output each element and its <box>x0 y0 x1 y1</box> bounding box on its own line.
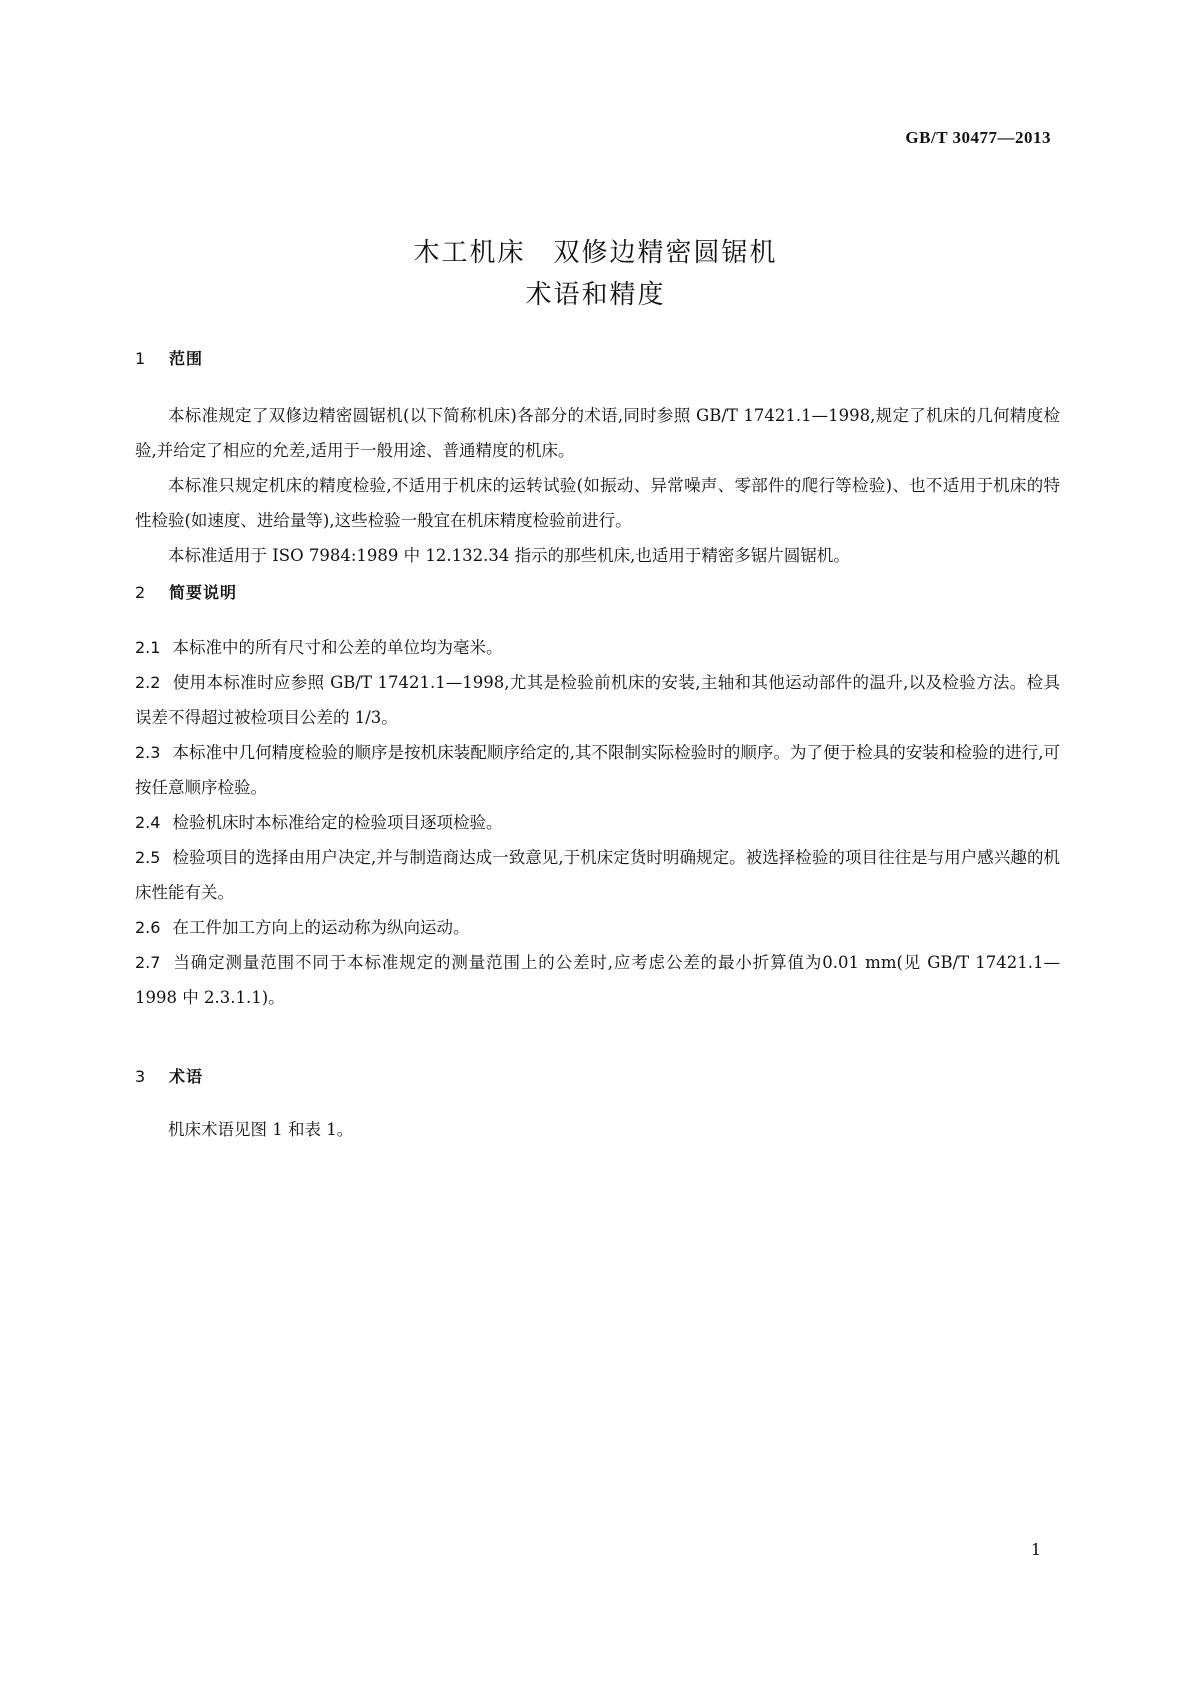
section-1-paragraph-2: 本标准只规定机床的精度检验,不适用于机床的运转试验(如振动、异常噪声、零部件的爬行等检验)、也不适用于机床的特性检验(如速度、进给量等),这些检验一般宜在机床精度检验前进行。 <box>135 476 1060 530</box>
section-1-number: 1 <box>135 349 147 368</box>
document-title-line2: 术语和精度 <box>525 280 666 310</box>
clause-number: 2.6 <box>135 918 161 937</box>
clause-2-5 <box>135 840 1060 910</box>
clause-2-6 <box>135 910 1060 945</box>
clause-2-3 <box>135 735 1060 805</box>
standard-code: GB/T 30477—2013 <box>905 128 1051 147</box>
clause-text: 本标准中的所有尺寸和公差的单位均为毫米。 <box>172 638 503 657</box>
clause-2-2 <box>135 665 1060 735</box>
section-2-number: 2 <box>135 583 147 602</box>
clause-text: 在工件加工方向上的运动称为纵向运动。 <box>172 918 470 937</box>
clause-text: 检验项目的选择由用户决定,并与制造商达成一致意见,于机床定货时明确规定。被选择检验的项目往往是与用户感兴趣的机床性能有关。 <box>135 848 1060 902</box>
clause-2-1 <box>135 630 1060 665</box>
clause-2-7 <box>135 945 1060 1015</box>
section-2-title: 简要说明 <box>169 583 238 602</box>
section-1-title: 范围 <box>169 349 204 368</box>
section-2-heading <box>135 580 237 603</box>
clause-text: 使用本标准时应参照 GB/T 17421.1—1998,尤其是检验前机床的安装,主轴和其他运动部件的温升,以及检验方法。检具误差不得超过被检项目公差的 1/3。 <box>135 673 1060 727</box>
clause-number: 2.3 <box>135 743 161 762</box>
section-1-heading <box>135 346 203 369</box>
clause-2-4 <box>135 805 1060 840</box>
section-3-paragraph-1: 机床术语见图 1 和表 1。 <box>168 1120 354 1139</box>
page-number: 1 <box>1030 1540 1041 1559</box>
clause-number: 2.7 <box>135 953 161 972</box>
section-3-heading <box>135 1064 203 1087</box>
section-1-paragraph-3: 本标准适用于 ISO 7984:1989 中 12.132.34 指示的那些机床,也适用于精密多锯片圆锯机。 <box>168 546 850 565</box>
clause-text: 当确定测量范围不同于本标准规定的测量范围上的公差时,应考虑公差的最小折算值为0.01 mm(见 GB/T 17421.1—1998 中 2.3.1.1)。 <box>135 953 1060 1007</box>
section-1-paragraph-1: 本标准规定了双修边精密圆锯机(以下简称机床)各部分的术语,同时参照 GB/T 17421.1—1998,规定了机床的几何精度检验,并给定了相应的允差,适用于一般用途、普通精度的机床。 <box>135 406 1060 460</box>
clause-number: 2.5 <box>135 848 161 867</box>
clause-number: 2.2 <box>135 673 161 692</box>
clause-number: 2.1 <box>135 638 161 657</box>
clause-text: 本标准中几何精度检验的顺序是按机床装配顺序给定的,其不限制实际检验时的顺序。为了便于检具的安装和检验的进行,可按任意顺序检验。 <box>135 743 1060 797</box>
document-title-line1: 木工机床 双修边精密圆锯机 <box>413 238 778 268</box>
clause-text: 检验机床时本标准给定的检验项目逐项检验。 <box>172 813 503 832</box>
clause-number: 2.4 <box>135 813 161 832</box>
section-3-title: 术语 <box>169 1067 204 1086</box>
section-3-number: 3 <box>135 1067 147 1086</box>
